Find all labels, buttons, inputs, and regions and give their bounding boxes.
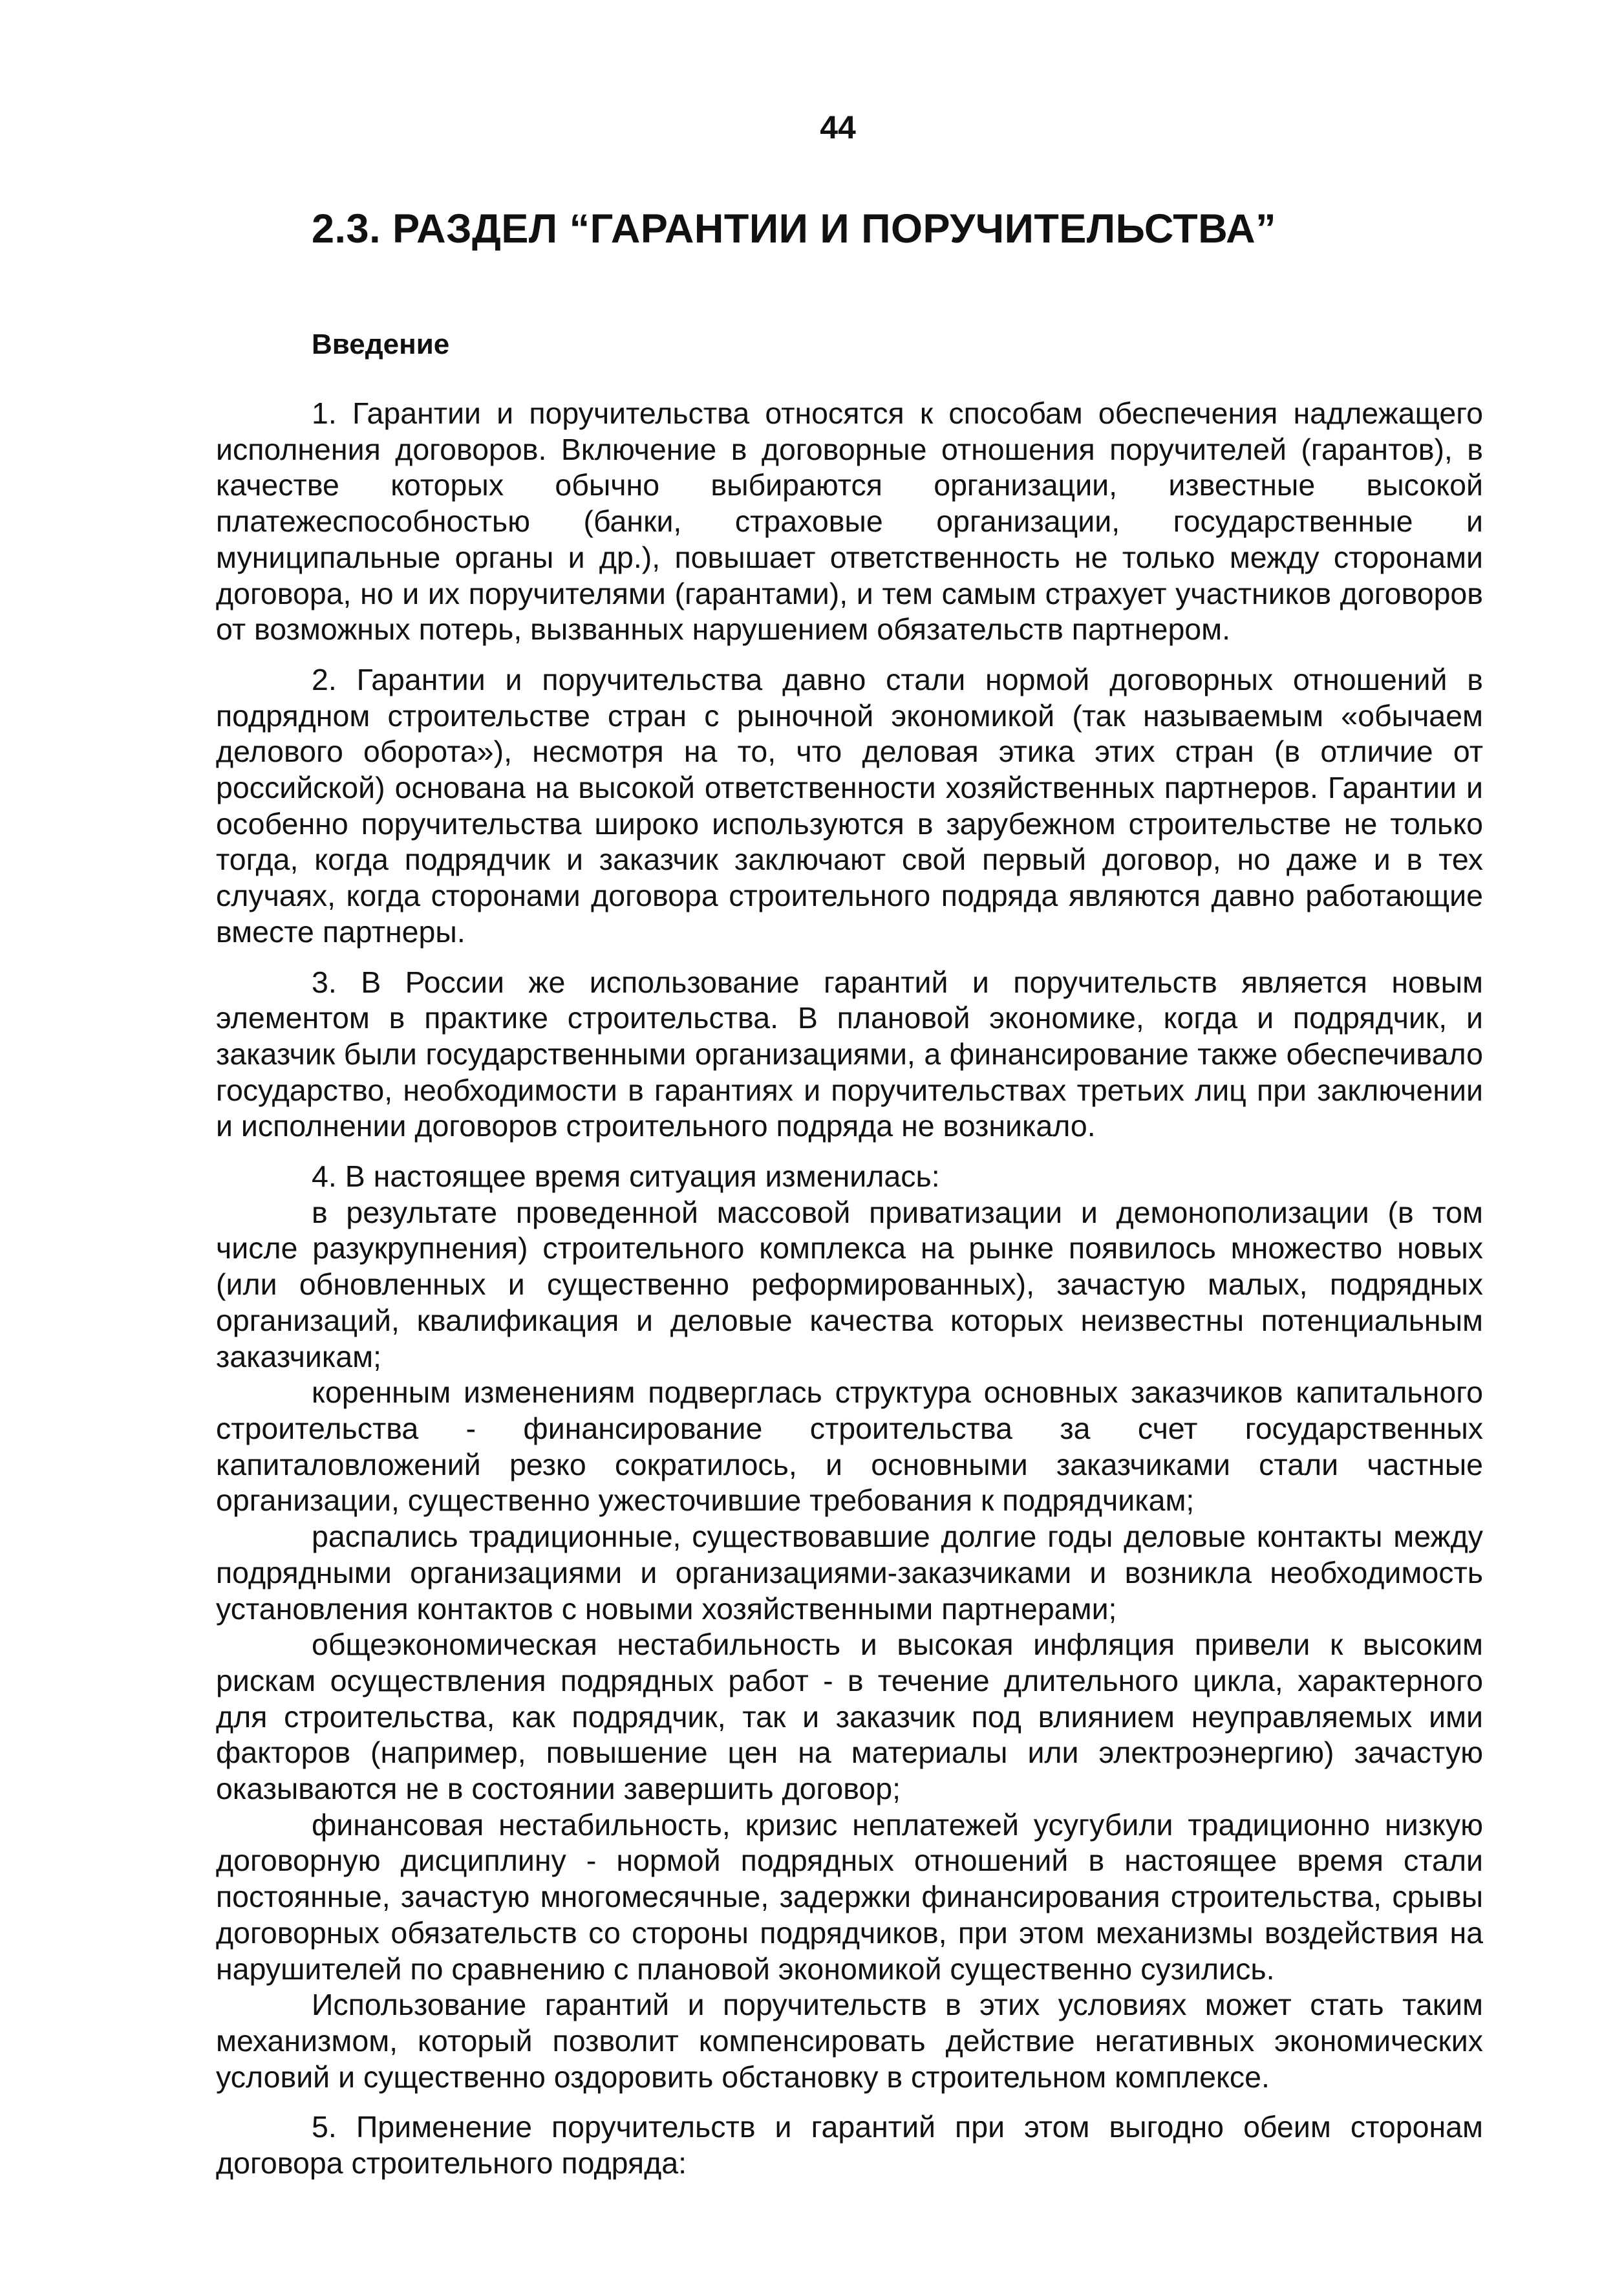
- list-item-financial: финансовая нестабильность, кризис неплатежей усугубили традиционно низкую договорную дисциплину - нормой подрядных отношений в настоящее время стали постоянные, зачастую многомесячные, задержки финансирования строительства, срывы договорных обязательств со стороны подрядчиков, при этом механизмы воздействия на нарушителей по сравнению с плановой экономикой существенно сузились.: [216, 1807, 1483, 1986]
- list-item-customers: коренным изменениям подверглась структура основных заказчиков капитального строительства - финансирование строительства за счет государственных капиталовложений резко сократилось, и основными заказчиками стали частные организации, существенно ужесточившие требования к подрядчикам;: [216, 1375, 1483, 1518]
- list-item-instability: общеэкономическая нестабильность и высокая инфляция привели к высоким рискам осуществления подрядных работ - в течение длительного цикла, характерного для строительства, как подрядчик, так и заказчик под влиянием неуправляемых ими факторов (например, повышение цен на материалы или электроэнергию) зачастую оказываются не в состоянии завершить договор;: [216, 1628, 1483, 1806]
- paragraph-conclusion: Использование гарантий и поручительств в этих условиях может стать таким механизмом, который позволит компенсировать действие негативных экономических условий и существенно оздоровить обстановку в строительном комплексе.: [216, 1988, 1483, 2094]
- paragraph-2: 2. Гарантии и поручительства давно стали нормой договорных отношений в подрядном строительстве стран с рыночной экономикой (так называемым «обычаем делового оборота»), несмотря на то, что деловая этика этих стран (в отличие от российской) основана на высокой ответственности хозяйственных партнеров. Гарантии и особенно поручительства широко используются в зарубежном строительстве не только тогда, когда подрядчик и заказчик заключают свой первый договор, но даже и в тех случаях, когда сторонами договора строительного подряда являются давно работающие вместе партнеры.: [216, 662, 1483, 949]
- list-item-privatization: в результате проведенной массовой приватизации и демонополизации (в том числе разукрупнения) строительного комплекса на рынке появилось множество новых (или обновленных и существенно реформированных), зачастую малых, подрядных организаций, квалификация и деловые качества которых неизвестны потенциальным заказчикам;: [216, 1195, 1483, 1373]
- paragraph-3: 3. В России же использование гарантий и поручительств является новым элементом в практике строительства. В плановой экономике, когда и подрядчик, и заказчик были государственными организациями, а финансирование также обеспечивало государство, необходимости в гарантиях и поручительствах третьих лиц при заключении и исполнении договоров строительного подряда не возникало.: [216, 965, 1483, 1143]
- body-text: [216, 396, 1483, 2182]
- paragraph-4: 4. В настоящее время ситуация изменилась:: [312, 1159, 940, 1194]
- subheading: Введение: [312, 328, 450, 360]
- page-number: 44: [820, 109, 856, 145]
- section-title: 2.3. РАЗДЕЛ “ГАРАНТИИ И ПОРУЧИТЕЛЬСТВА”: [312, 206, 1277, 252]
- list-item-contacts: распались традиционные, существовавшие долгие годы деловые контакты между подрядными организациями и организациями-заказчиками и возникла необходимость установления контактов с новыми хозяйственными партнерами;: [216, 1520, 1483, 1626]
- paragraph-5: 5. Применение поручительств и гарантий при этом выгодно обеим сторонам договора строительного подряда:: [216, 2110, 1483, 2180]
- paragraph-1: 1. Гарантии и поручительства относятся к способам обеспечения надлежащего исполнения договоров. Включение в договорные отношения поручителей (гарантов), в качестве которых обычно выбираются организации, известные высокой платежеспособностью (банки, страховые организации, государственные и муниципальные органы и др.), повышает ответственность не только между сторонами договора, но и их поручителями (гарантами), и тем самым страхует участников договоров от возможных потерь, вызванных нарушением обязательств партнером.: [216, 396, 1483, 647]
